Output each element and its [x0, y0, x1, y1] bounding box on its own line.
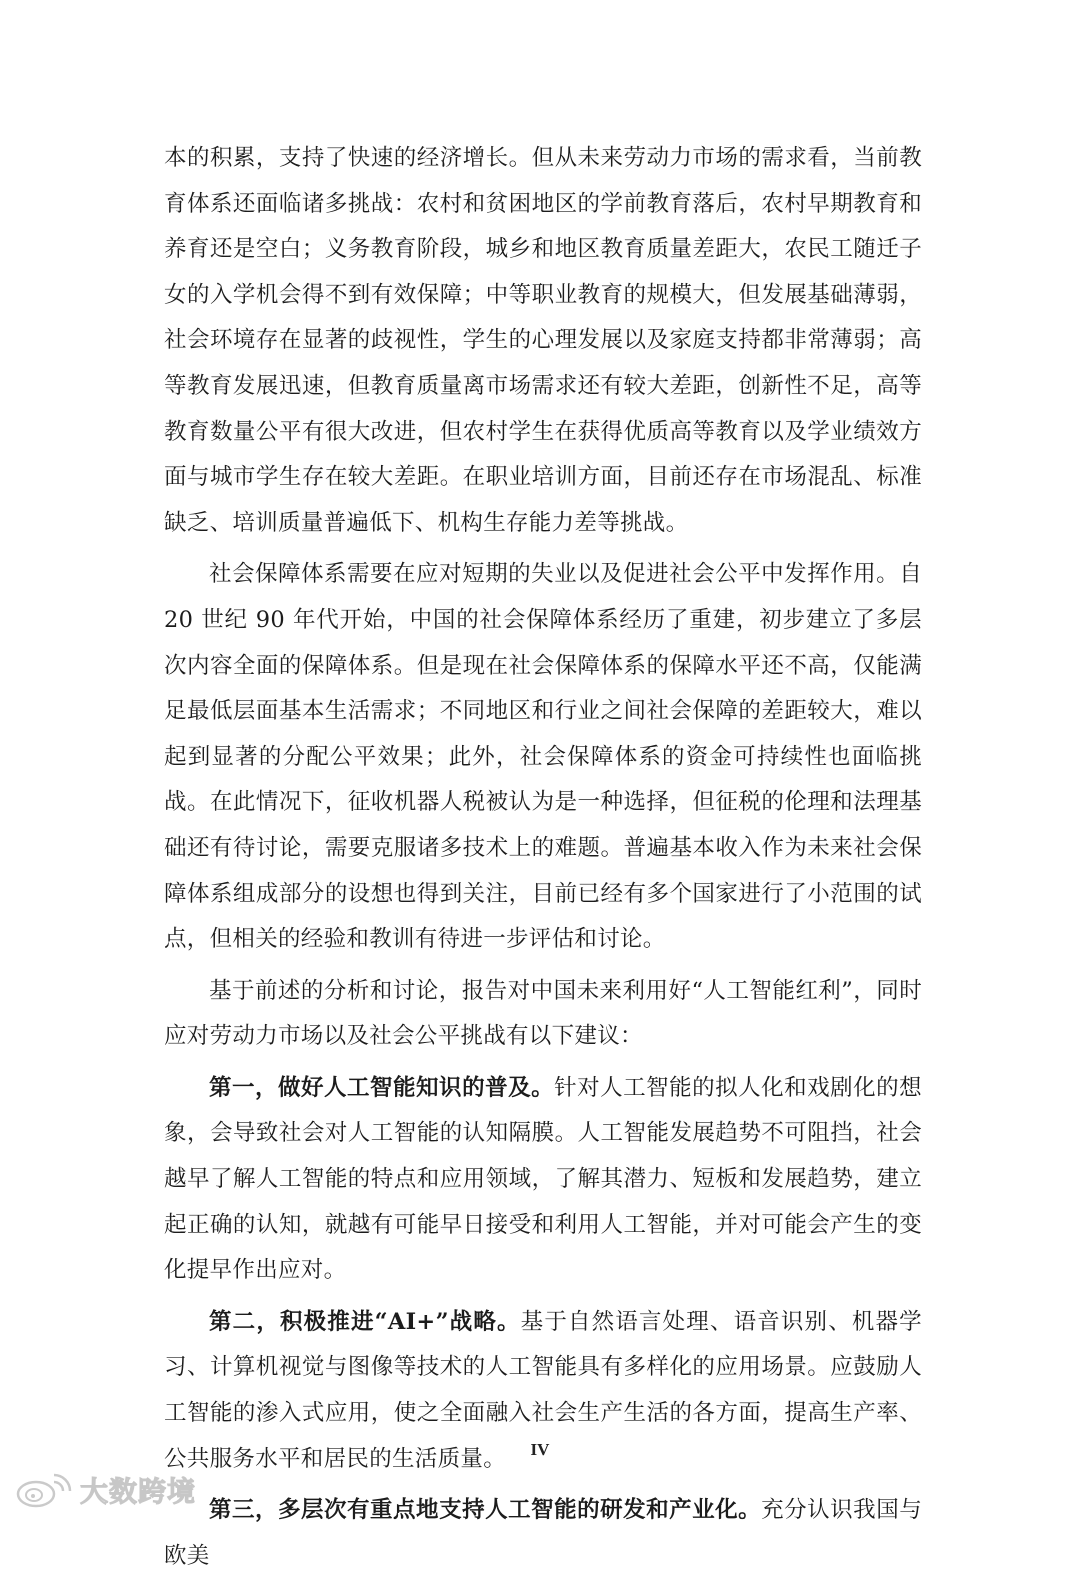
- paragraph-2-text: 社会保障体系需要在应对短期的失业以及促进社会公平中发挥作用。自 20 世纪 90 年代开始，中国的社会保障体系经历了重建，初步建立了多层次内容全面的保障体系。但是现在社会保障体系的保障水平还不高，仅能满足最低层面基本生活需求；不同地区和行业之间社会保障的差距较大，难以起到显著的分配公平效果；此外，社会保障体系的资金可持续性也面临挑战。在此情况下，征收机器人税被认为是一种选择，但征税的伦理和法理基础还有待讨论，需要克服诸多技术上的难题。普遍基本收入作为未来社会保障体系组成部分的设想也得到关注，目前已经有多个国家进行了小范围的试点，但相关的经验和教训有待进一步评估和讨论。: [164, 561, 922, 953]
- paragraph-2: [164, 552, 922, 962]
- document-body: [164, 136, 922, 1585]
- watermark-text: 大数跨境: [80, 1475, 197, 1508]
- paragraph-3: [164, 969, 922, 1060]
- watermark: [14, 1468, 196, 1512]
- paragraph-3-text: 基于前述的分析和讨论，报告对中国未来利用好“人工智能红利”，同时应对劳动力市场以及社会公平挑战有以下建议：: [164, 977, 922, 1050]
- paragraph-1: [164, 136, 922, 546]
- recommendation-3: [164, 1488, 922, 1579]
- recommendation-1: [164, 1066, 922, 1294]
- page-number: IV: [530, 1440, 550, 1459]
- recommendation-3-text: 充分认识我国与欧美: [164, 1497, 922, 1569]
- recommendation-2-heading: 第二，积极推进“AI+”战略。: [209, 1308, 521, 1335]
- recommendation-2-text: 基于自然语言处理、语音识别、机器学习、计算机视觉与图像等技术的人工智能具有多样化的应用场景。应鼓励人工智能的渗入式应用，使之全面融入社会生产生活的各方面，提高生产率、公共服务水平和居民的生活质量。: [164, 1308, 922, 1472]
- recommendation-3-heading: 第三，多层次有重点地支持人工智能的研发和产业化。: [209, 1497, 762, 1524]
- paragraph-1-text: 本的积累，支持了快速的经济增长。但从未来劳动力市场的需求看，当前教育体系还面临诸多挑战：农村和贫困地区的学前教育落后，农村早期教育和养育还是空白；义务教育阶段，城乡和地区教育质量差距大，农民工随迁子女的入学机会得不到有效保障；中等职业教育的规模大，但发展基础薄弱，社会环境存在显著的歧视性，学生的心理发展以及家庭支持都非常薄弱；高等教育发展迅速，但教育质量离市场需求还有较大差距，创新性不足，高等教育数量公平有很大改进，但农村学生在获得优质高等教育以及学业绩效方面与城市学生存在较大差距。在职业培训方面，目前还存在市场混乱、标准缺乏、培训质量普遍低下、机构生存能力差等挑战。: [164, 145, 922, 536]
- weibo-logo-icon: [14, 1472, 72, 1508]
- recommendation-1-heading: 第一，做好人工智能知识的普及。: [209, 1074, 555, 1101]
- recommendation-1-text: 针对人工智能的拟人化和戏剧化的想象，会导致社会对人工智能的认知隔膜。人工智能发展趋势不可阻挡，社会越早了解人工智能的特点和应用领域，了解其潜力、短板和发展趋势，建立起正确的认知，就越有可能早日接受和利用人工智能，并对可能会产生的变化提早作出应对。: [164, 1074, 922, 1284]
